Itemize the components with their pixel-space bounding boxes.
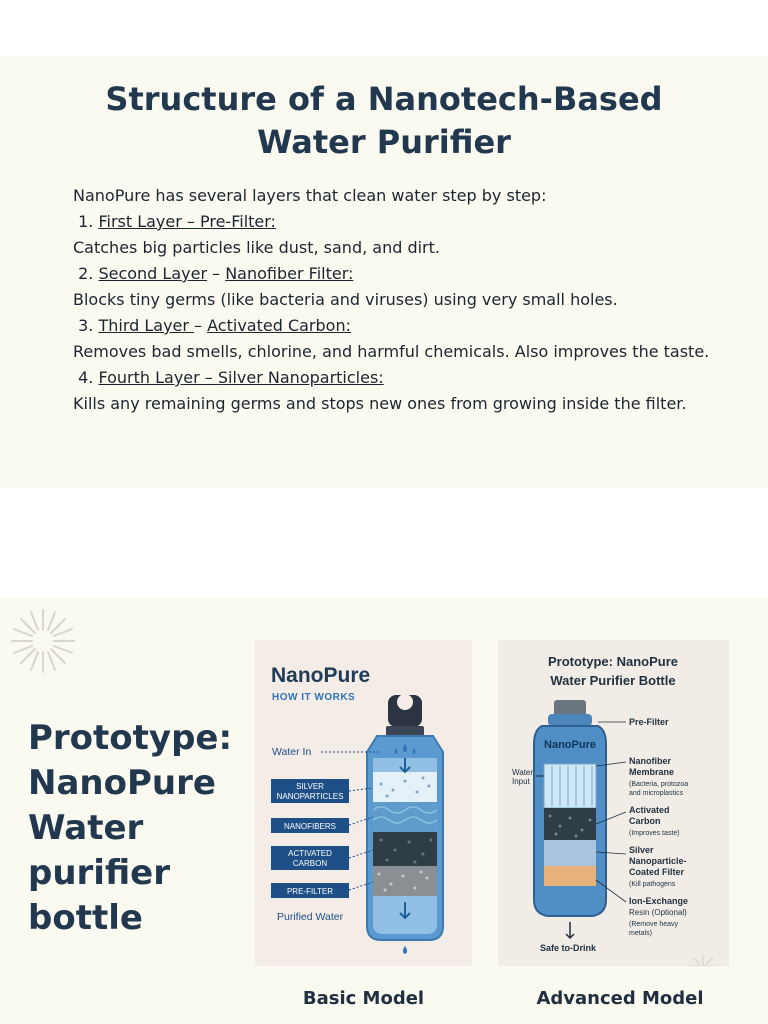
basic-subtitle: HOW IT WORKS [272,692,356,703]
layer-heading-1: 1. First Layer – Pre-Filter: [78,212,276,231]
water-in-label: Water In [272,746,312,758]
adv-title-line1: Prototype: NanoPure [547,654,679,669]
adv-bottle-brand: NanoPure [544,739,596,751]
adv-bottle-neck [548,714,592,726]
purified-label: Purified Water [277,911,344,923]
layer-desc-3: Removes bad smells, chlorine, and harmful chemicals. Also improves the taste. [73,342,710,361]
adv-silver-3: Coated Filter [629,867,685,877]
title-line-1: Structure of a Nanotech-Based [105,80,663,118]
adv-carbon [544,808,596,840]
adv-resin-1: Ion-Exchange [629,896,689,906]
adv-carbon-1: Activated [629,805,670,815]
title-line-2: Water Purifier [257,123,511,161]
adv-water-input-2: Input [512,777,530,786]
adv-bottle-cap [554,700,586,716]
adv-silver-1: Silver [629,845,654,855]
adv-resin-note-1: (Remove heavy [629,921,679,928]
label-prefilter: PRE-FILTER [286,887,334,896]
structure-panel [0,56,768,488]
adv-water-input-1: Water [512,768,534,777]
adv-membrane-1: Nanofiber [629,756,672,766]
adv-carbon-2: Carbon [629,816,661,826]
basic-model-card [255,640,472,966]
adv-resin [544,866,596,886]
layer-desc-4: Kills any remaining germs and stops new ones from growing inside the filter. [73,394,687,413]
starburst-icon [8,606,78,676]
advanced-model-caption: Advanced Model [536,988,704,1009]
adv-safe-label: Safe to-Drink [540,943,597,953]
prototype-panel [0,598,768,1024]
adv-membrane-note-1: (Bacteria, protozoa [629,781,689,788]
basic-brand: NanoPure [271,664,371,687]
label-carbon-line2: CARBON [292,859,328,868]
adv-silver [544,840,596,866]
arrow-down-icon [566,922,574,938]
layer-silver [373,772,437,802]
basic-bottle-illustration [255,640,472,966]
cap-loop [397,694,413,710]
page-title [0,78,768,164]
adv-carbon-note: (Improves taste) [629,830,680,837]
layer-heading-3: 3. Third Layer – Activated Carbon: [78,316,351,335]
prototype-title: Prototype: NanoPure Water purifier bottle [28,718,233,938]
adv-resin-2: Resin (Optional) [629,908,687,917]
label-nanofibers: NANOFIBERS [283,822,337,831]
label-silver-line2: NANOPARTICLES [276,792,344,801]
layer-prefilter [373,866,437,896]
basic-model-caption: Basic Model [302,988,425,1009]
advanced-model-card [498,640,729,966]
advanced-bottle-illustration [498,640,729,966]
starburst-small-icon [688,956,718,966]
layer-heading-2: 2. Second Layer – Nanofiber Filter: [78,264,354,283]
layer-desc-2: Blocks tiny germs (like bacteria and viruses) using very small holes. [73,290,618,309]
intro-text: NanoPure has several layers that clean water step by step: [73,186,547,205]
label-carbon-line1: ACTIVATED [288,849,332,858]
adv-prefilter-label: Pre-Filter [629,717,669,727]
bottle-neck [386,726,424,736]
adv-title-line2: Water Purifier Bottle [550,673,676,688]
layer-carbon [373,832,437,866]
adv-resin-note-2: metals) [629,930,652,937]
adv-silver-note: (Kill pathogens [629,881,676,888]
layer-heading-4: 4. Fourth Layer – Silver Nanoparticles: [78,368,384,387]
adv-silver-2: Nanoparticle- [629,856,687,866]
label-silver-line1: SILVER [296,782,324,791]
layer-description [73,183,730,417]
adv-membrane-note-2: and microplastics [629,790,684,797]
adv-membrane-2: Membrane [629,767,675,777]
purified-drop-icon [403,946,407,954]
layer-desc-1: Catches big particles like dust, sand, and dirt. [73,238,440,257]
